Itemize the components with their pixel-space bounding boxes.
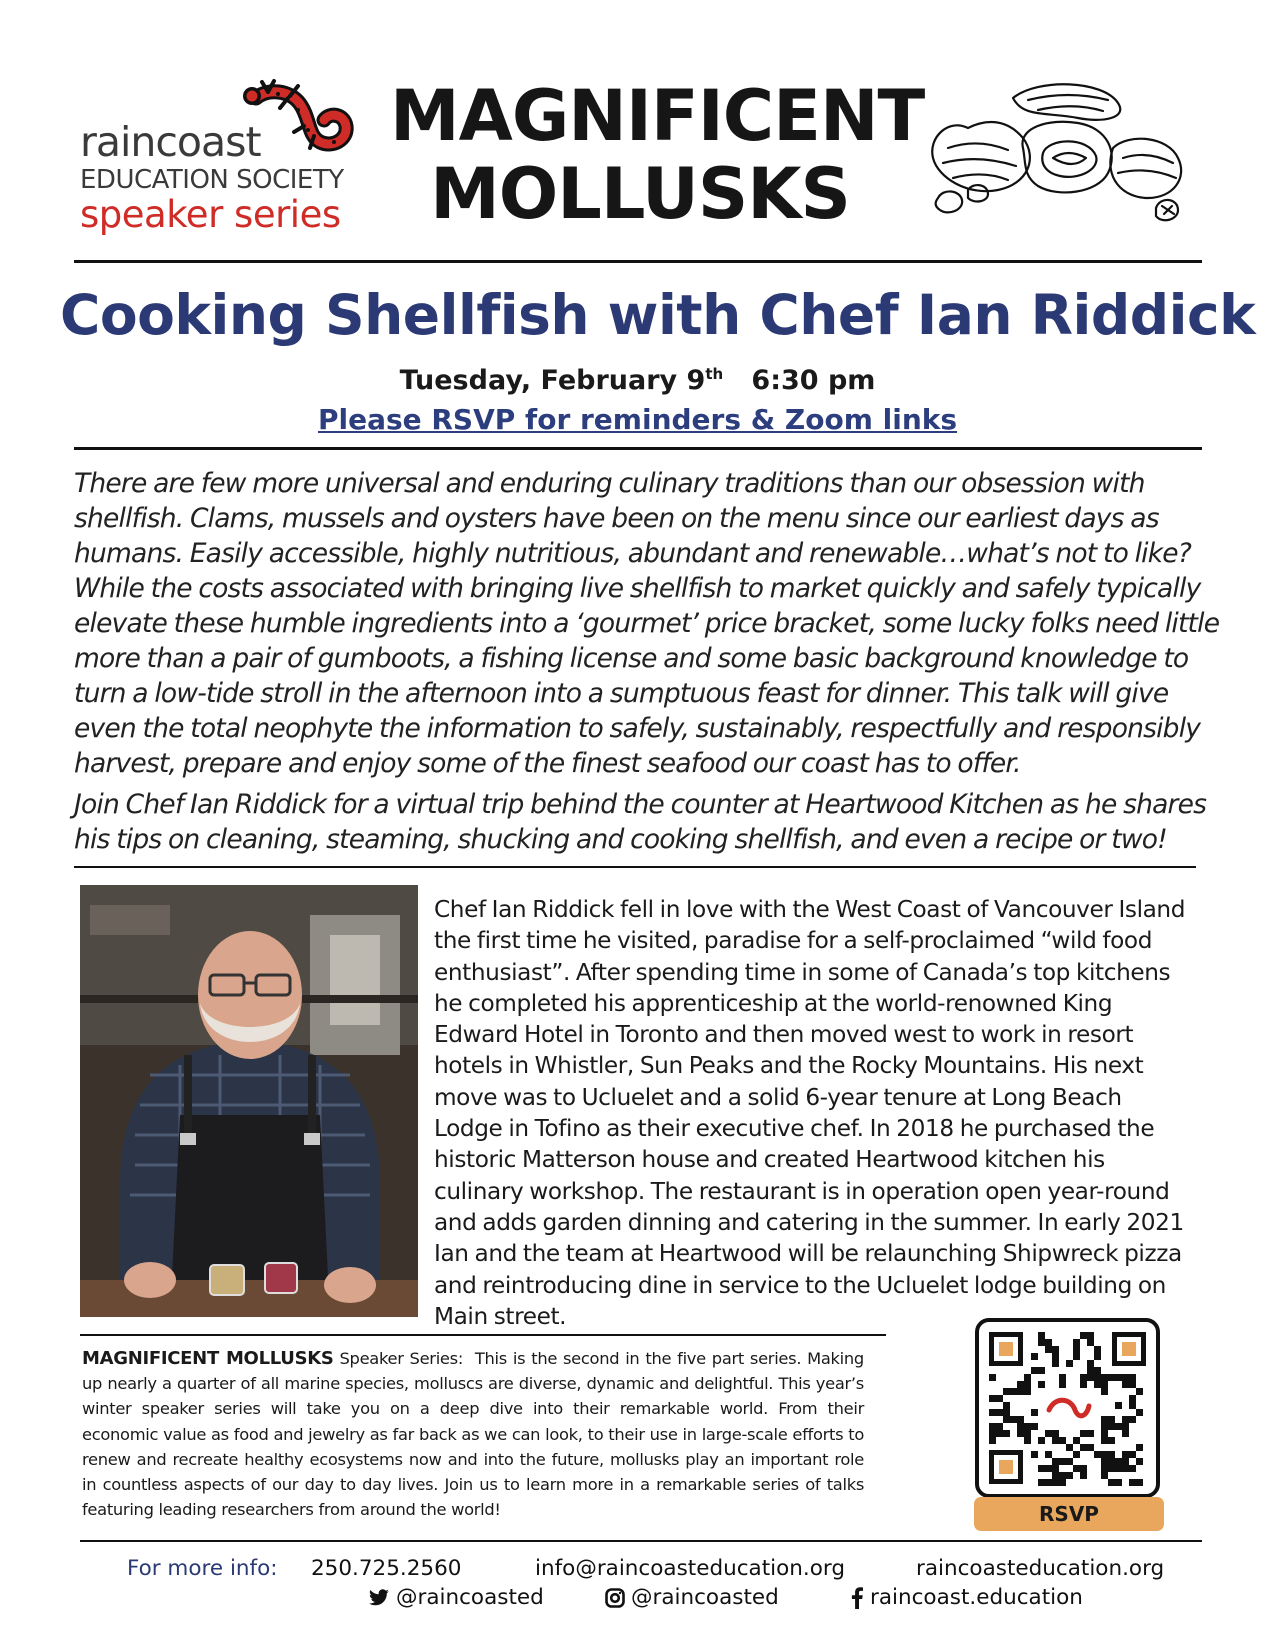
bio-divider	[80, 1334, 886, 1336]
series-text: This is the second in the five part series. Making up nearly a quarter of all marine species, molluscs are diverse, dynamic and delightful. This year’s winter speaker series will take you on a deep dive into their remarkable world. From their economic value as food and jewelry as far back as we can look, to their use in large-scale efforts to renew and recreate healthy ecosystems now and into the future, mollusks play an important role in countless aspects of our day to day lives. Join us to learn more in a remarkable series of talks featuring leading researchers from around the world!	[82, 1349, 864, 1520]
logo-speaker-series-text: speaker series	[80, 193, 341, 236]
event-date-time	[60, 365, 1215, 396]
facebook-handle: raincoast.education	[870, 1585, 1083, 1610]
logo-society-text: EDUCATION SOCIETY	[80, 165, 344, 195]
facebook-icon	[850, 1587, 864, 1609]
qr-code-icon[interactable]	[975, 1318, 1160, 1518]
instagram-icon	[605, 1588, 625, 1608]
chef-bio: Chef Ian Riddick fell in love with the West Coast of Vancouver Island the first time he visited, paradise for a self-proclaimed “wild food enthusiast”. After spending time in some of Canada’s top kitchens he completed his apprenticeship at the world-renowned King Edward Hotel in Toronto and then moved west to work in resort hotels in Whistler, Sun Peaks and the Rocky Mountains. His next move was to Ucluelet and a solid 6-year tenure at Long Beach Lodge in Tofino as their executive chef. In 2018 he purchased the historic Matterson house and created Heartwood kitchen his culinary workshop. The restaurant is in operation open year-round and adds garden dinning and catering in the summer. In early 2021 Ian and the team at Heartwood will be relaunching Shipwreck pizza and reintroducing dine in service to the Ucluelet lodge building on Main street.	[434, 896, 1186, 1330]
twitter-icon	[368, 1589, 390, 1607]
footer-website-link[interactable]: raincoasteducation.org	[916, 1556, 1165, 1581]
footer-instagram[interactable]	[605, 1585, 779, 1610]
event-title: Cooking Shellfish with Chef Ian Riddick	[60, 283, 1256, 347]
twitter-handle: @raincoasted	[396, 1585, 544, 1610]
page-title-line-2: MOLLUSKS	[430, 153, 850, 235]
event-time: 6:30 pm	[751, 365, 876, 396]
series-heading-suffix: Speaker Series:	[339, 1349, 464, 1368]
series-description	[82, 1346, 864, 1522]
footer-twitter[interactable]	[368, 1585, 544, 1610]
instagram-handle: @raincoasted	[631, 1585, 779, 1610]
logo-raincoast-text: raincoast	[80, 118, 261, 166]
rsvp-link[interactable]: Please RSVP for reminders & Zoom links	[317, 403, 958, 436]
footer-facebook[interactable]	[850, 1585, 1083, 1610]
footer-divider	[80, 1540, 1202, 1542]
chef-photo	[80, 885, 418, 1317]
page-title-line-1: MAGNIFICENT	[390, 75, 925, 157]
header-divider	[74, 260, 1202, 263]
intro-paragraph-1: There are few more universal and enduring culinary traditions than our obsession with shellfish. Clams, mussels and oysters have been on the menu since our earliest days as humans. Easily accessible, highly nutritious, abundant and renewable…what’s not to like? While the costs associated with bringing live shellfish to market quickly and safely typically elevate these humble ingredients into a ‘gourmet’ price bracket, some lucky folks need little more than a pair of gumboots, a fishing license and some basic background knowledge to turn a low-tide stroll in the afternoon into a sumptuous feast for dinner. This talk will give even the total neophyte the information to safely, sustainably, respectfully and responsibly harvest, prepare and enjoy some of the finest seafood our coast has to offer.	[74, 468, 1220, 779]
footer-phone[interactable]: 250.725.2560	[311, 1556, 462, 1581]
event-date: Tuesday, February 9	[399, 365, 706, 396]
event-divider	[74, 447, 1202, 450]
rsvp-button[interactable]: RSVP	[974, 1497, 1164, 1531]
salamander-logo-icon	[238, 78, 358, 168]
series-heading: MAGNIFICENT MOLLUSKS	[82, 1348, 334, 1369]
footer-info-label: For more info:	[127, 1556, 278, 1581]
footer-email-link[interactable]: info@raincoasteducation.org	[535, 1556, 845, 1581]
shells-illustration-icon	[928, 78, 1198, 248]
intro-divider	[74, 866, 1196, 868]
event-date-suffix: th	[705, 365, 724, 383]
intro-paragraph-2: Join Chef Ian Riddick for a virtual trip behind the counter at Heartwood Kitchen as he shares his tips on cleaning, steaming, shucking and cooking shellfish, and even a recipe or two!	[74, 789, 1207, 855]
